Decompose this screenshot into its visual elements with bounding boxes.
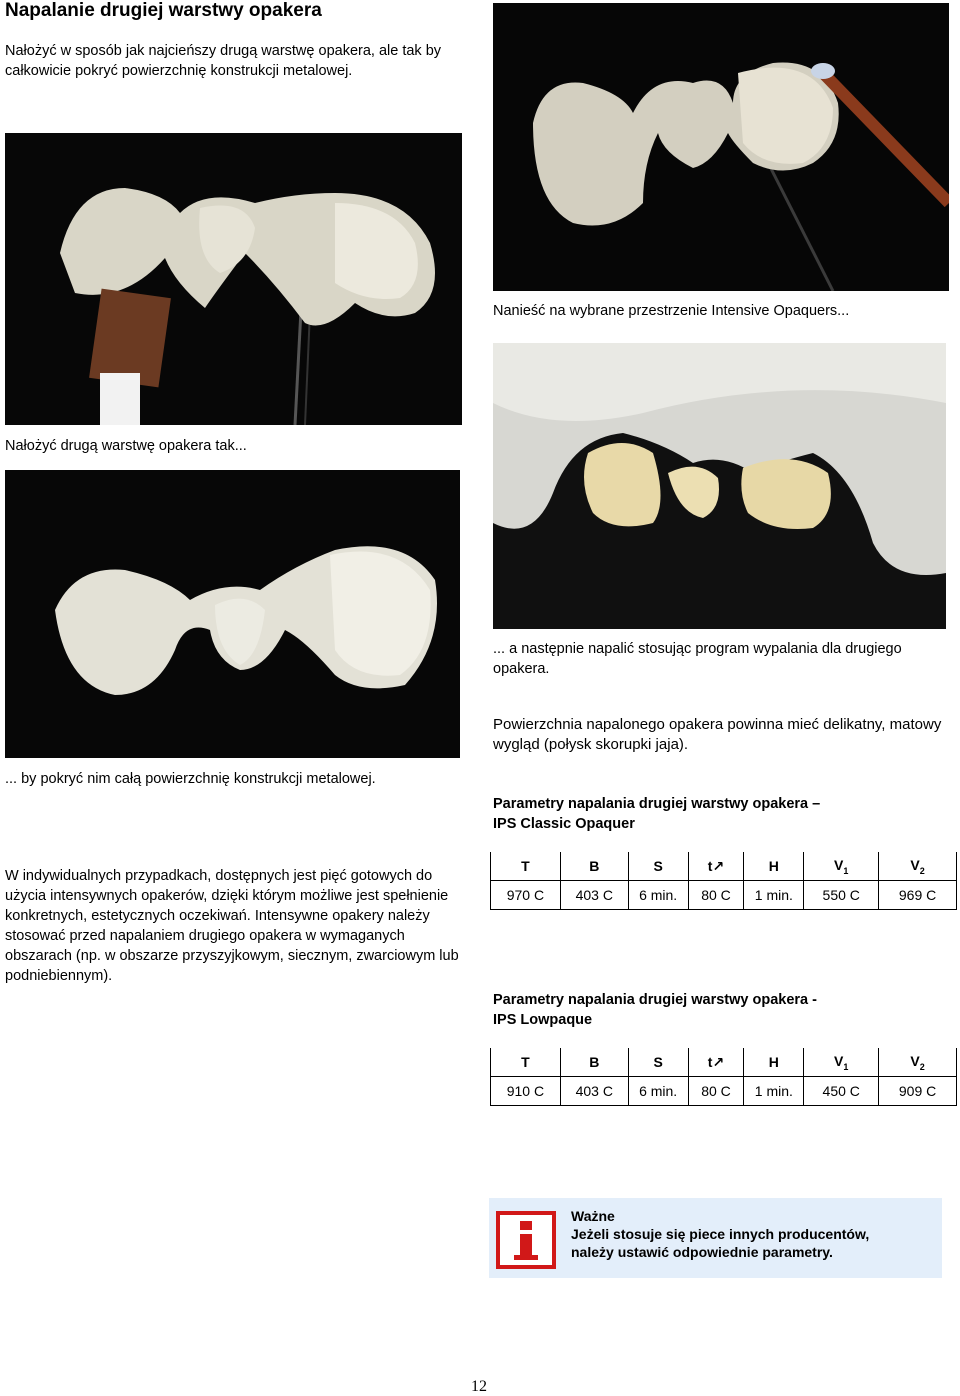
table1-cell: 550 C: [804, 881, 879, 910]
table2-cell: 910 C: [491, 1077, 561, 1106]
table2-title-line2: IPS Lowpaque: [493, 1012, 593, 1028]
caption-apply-layer: Nałożyć drugą warstwę opakera tak...: [5, 438, 247, 454]
table1-firing-parameters: [490, 852, 957, 910]
info-heading: Ważne: [571, 1208, 615, 1224]
table1-cell: 970 C: [491, 881, 561, 910]
table2-cell: 1 min.: [744, 1077, 804, 1106]
header-T: T: [491, 852, 561, 881]
table1-cell: 80 C: [688, 881, 744, 910]
table2-cell: 80 C: [688, 1077, 744, 1106]
header-V1: $V_1$: [804, 1048, 879, 1077]
photo-applying-opaquer: [5, 133, 462, 425]
table2-title-line1: Parametry napalania drugiej warstwy opakera -: [493, 992, 817, 1008]
table1-title-line2: IPS Classic Opaquer: [493, 816, 635, 832]
header-T: T: [491, 1048, 561, 1077]
arrow-up-right-icon: ↗: [712, 1053, 725, 1070]
table2-firing-parameters: [490, 1048, 957, 1106]
table1-cell: 403 C: [560, 881, 628, 910]
header-B: B: [560, 852, 628, 881]
table1-cell: 1 min.: [744, 881, 804, 910]
header-t: t↗: [688, 852, 744, 881]
table2-cell: 450 C: [804, 1077, 879, 1106]
info-line1: Jeżeli stosuje się piece innych producentów,: [571, 1226, 870, 1242]
header-B: B: [560, 1048, 628, 1077]
important-info-box: [489, 1198, 942, 1278]
page-number: 12: [471, 1378, 487, 1395]
table1-title-line1: Parametry napalania drugiej warstwy opakera –: [493, 796, 821, 812]
intro-text: Nałożyć w sposób jak najcieńszy drugą warstwę opakera, ale tak by całkowicie pokryć powierzchnię konstrukcji metalowej.: [5, 43, 442, 79]
header-H: H: [744, 852, 804, 881]
photo-intensive-opaquers: [493, 3, 949, 291]
arrow-up-right-icon: ↗: [712, 857, 725, 874]
photo-covered-framework: [5, 470, 460, 758]
table2-cell: 909 C: [879, 1077, 957, 1106]
header-S: S: [628, 1048, 688, 1077]
header-V2: $V_2$: [879, 852, 957, 881]
table2-cell: 6 min.: [628, 1077, 688, 1106]
photo-fired-bridge: [493, 343, 946, 629]
page-title: Napalanie drugiej warstwy opakera: [5, 0, 322, 21]
header-S: S: [628, 852, 688, 881]
table1-cell: 6 min.: [628, 881, 688, 910]
header-V1: $V_1$: [804, 852, 879, 881]
caption-fire: ... a następnie napalić stosując program wypalania dla drugiego opakera.: [493, 641, 902, 677]
table2-cell: 403 C: [560, 1077, 628, 1106]
table1-cell: 969 C: [879, 881, 957, 910]
info-icon: [496, 1211, 556, 1269]
surface-note: Powierzchnia napalonego opakera powinna mieć delikatny, matowy wygląd (połysk skorupki jaja).: [493, 716, 942, 753]
info-line2: należy ustawić odpowiednie parametry.: [571, 1244, 833, 1260]
table2-title: [493, 990, 817, 1030]
header-H: H: [744, 1048, 804, 1077]
caption-intensive: Nanieść na wybrane przestrzenie Intensive Opaquers...: [493, 303, 850, 319]
caption-covered: ... by pokryć nim całą powierzchnię konstrukcji metalowej.: [5, 771, 376, 787]
table1-title: [493, 794, 820, 834]
header-t: t↗: [688, 1048, 744, 1077]
header-V2: $V_2$: [879, 1048, 957, 1077]
info-text: [571, 1207, 869, 1261]
intensive-opaquers-paragraph: W indywidualnych przypadkach, dostępnych jest pięć gotowych do użycia intensywnych opakerów, dzięki którym możliwe jest spełnienie konkretnych, estetycznych oczekiwań. Intensywne opakery należy stosować przed napalaniem drugiego opakera w wymaganych obszarach (np. w obszarze przyszyjkowym, siecznym, zwarciowym lub podniebiennym).: [5, 868, 459, 984]
